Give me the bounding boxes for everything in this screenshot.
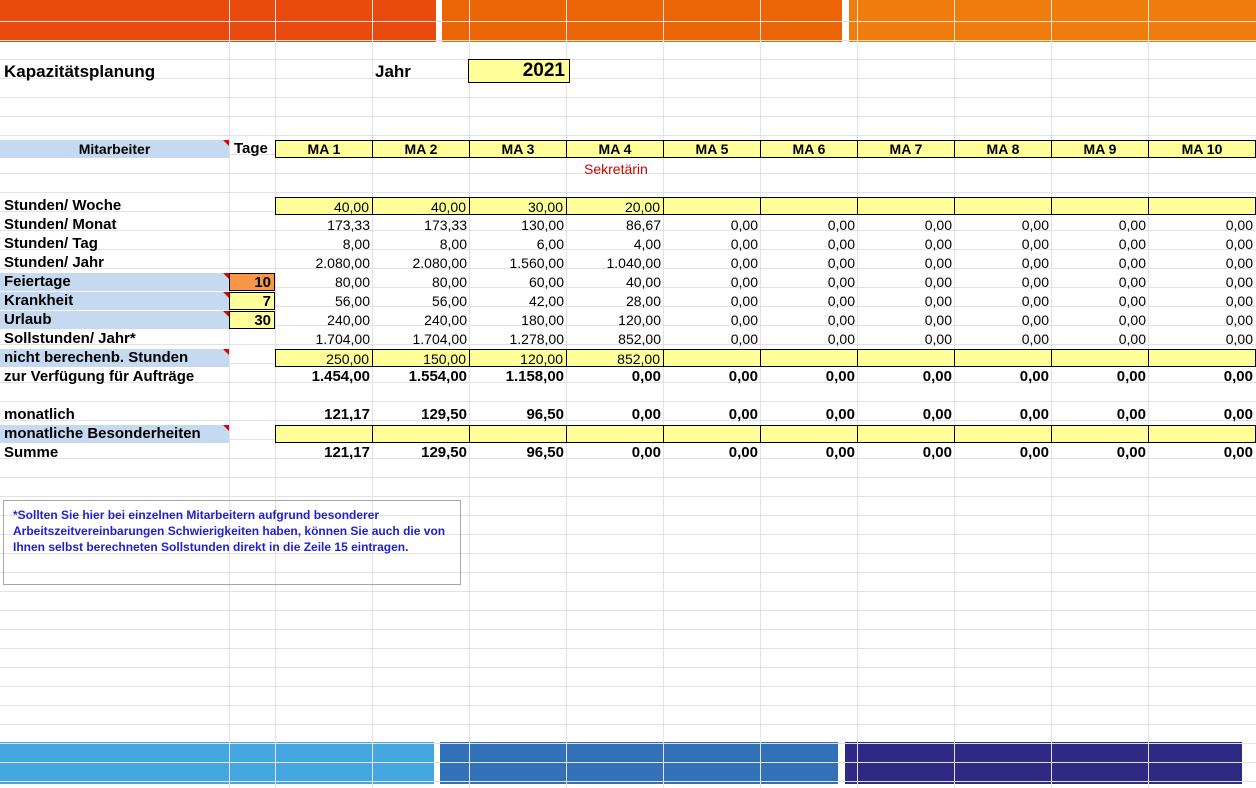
cell-feiertage-ma2: 80,00 <box>431 274 467 290</box>
row-label-feiertage: Feiertage <box>0 273 229 291</box>
bottom-band-3 <box>845 742 1242 784</box>
cell-monat-ma7: 0,00 <box>924 217 952 233</box>
cell-feiertage-ma9: 0,00 <box>1118 274 1146 290</box>
cell-woche-ma3[interactable]: 30,00 <box>469 197 567 215</box>
cell-summe-ma10: 0,00 <box>1223 444 1253 461</box>
page-title: Kapazitätsplanung <box>4 62 156 81</box>
comment-indicator-icon[interactable] <box>223 273 229 279</box>
cell-tag-ma4: 4,00 <box>633 236 661 252</box>
cell-summe-ma2: 129,50 <box>421 444 467 461</box>
row-label-tag: Stunden/ Tag <box>4 235 98 252</box>
cell-summe-ma8: 0,00 <box>1019 444 1049 461</box>
cell-summe-ma5: 0,00 <box>728 444 758 461</box>
row-label-monatlich: monatlich <box>4 406 75 423</box>
cell-verfuegung-ma3: 1.158,00 <box>505 368 564 385</box>
mitarbeiter-header: Mitarbeiter <box>0 140 229 158</box>
secretary-note: Sekretärin <box>584 161 648 177</box>
cell-woche-ma2[interactable]: 40,00 <box>372 197 470 215</box>
cell-besonder-ma4[interactable] <box>566 425 664 443</box>
cell-jahr-ma8: 0,00 <box>1021 255 1049 271</box>
cell-verfuegung-ma9: 0,00 <box>1116 368 1146 385</box>
cell-woche-ma5[interactable] <box>663 197 761 215</box>
cell-tag-ma6: 0,00 <box>827 236 855 252</box>
comment-indicator-icon[interactable] <box>223 349 229 355</box>
cell-besonder-ma9[interactable] <box>1051 425 1149 443</box>
cell-nicht-ma9[interactable] <box>1051 349 1149 367</box>
cell-krankheit-ma5: 0,00 <box>730 293 758 309</box>
cell-monatlich-ma8: 0,00 <box>1019 406 1049 423</box>
cell-nicht-ma10[interactable] <box>1148 349 1256 367</box>
row-label-jahr: Stunden/ Jahr <box>4 254 105 271</box>
cell-feiertage-ma7: 0,00 <box>924 274 952 290</box>
cell-urlaub-ma6: 0,00 <box>827 312 855 328</box>
cell-feiertage-ma3: 60,00 <box>528 274 564 290</box>
days-input-feiertage[interactable]: 10 <box>229 273 275 291</box>
cell-nicht-ma6[interactable] <box>760 349 858 367</box>
cell-soll-ma2: 1.704,00 <box>412 331 467 347</box>
row-label-verfuegung: zur Verfügung für Aufträge <box>4 368 195 385</box>
cell-jahr-ma1: 2.080,00 <box>315 255 370 271</box>
cell-monat-ma1: 173,33 <box>327 217 370 233</box>
cell-verfuegung-ma5: 0,00 <box>728 368 758 385</box>
employee-header-2[interactable]: MA 2 <box>372 140 470 158</box>
cell-krankheit-ma10: 0,00 <box>1225 293 1253 309</box>
cell-jahr-ma6: 0,00 <box>827 255 855 271</box>
cell-besonder-ma6[interactable] <box>760 425 858 443</box>
days-input-krankheit[interactable]: 7 <box>229 292 275 310</box>
cell-feiertage-ma10: 0,00 <box>1225 274 1253 290</box>
cell-monat-ma5: 0,00 <box>730 217 758 233</box>
cell-summe-ma6: 0,00 <box>825 444 855 461</box>
cell-nicht-ma3[interactable]: 120,00 <box>469 349 567 367</box>
cell-urlaub-ma1: 240,00 <box>327 312 370 328</box>
cell-urlaub-ma3: 180,00 <box>521 312 564 328</box>
cell-krankheit-ma3: 42,00 <box>528 293 564 309</box>
cell-jahr-ma7: 0,00 <box>924 255 952 271</box>
cell-krankheit-ma9: 0,00 <box>1118 293 1146 309</box>
cell-tag-ma2: 8,00 <box>439 236 467 252</box>
cell-verfuegung-ma6: 0,00 <box>825 368 855 385</box>
cell-krankheit-ma2: 56,00 <box>431 293 467 309</box>
employee-header-6[interactable]: MA 6 <box>760 140 858 158</box>
employee-header-4[interactable]: MA 4 <box>566 140 664 158</box>
cell-verfuegung-ma2: 1.554,00 <box>408 368 467 385</box>
cell-urlaub-ma4: 120,00 <box>618 312 661 328</box>
comment-indicator-icon[interactable] <box>223 311 229 317</box>
cell-summe-ma1: 121,17 <box>324 444 370 461</box>
row-label-besonder: monatliche Besonderheiten <box>0 425 229 443</box>
cell-besonder-ma8[interactable] <box>954 425 1052 443</box>
cell-monatlich-ma9: 0,00 <box>1116 406 1146 423</box>
cell-woche-ma6[interactable] <box>760 197 858 215</box>
cell-urlaub-ma5: 0,00 <box>730 312 758 328</box>
cell-besonder-ma5[interactable] <box>663 425 761 443</box>
cell-monatlich-ma1: 121,17 <box>324 406 370 423</box>
comment-indicator-icon[interactable] <box>223 140 229 146</box>
row-label-krankheit: Krankheit <box>0 292 229 310</box>
comment-indicator-icon[interactable] <box>223 292 229 298</box>
cell-woche-ma1[interactable]: 40,00 <box>275 197 373 215</box>
cell-krankheit-ma4: 28,00 <box>625 293 661 309</box>
cell-besonder-ma2[interactable] <box>372 425 470 443</box>
cell-monat-ma8: 0,00 <box>1021 217 1049 233</box>
year-input[interactable]: 2021 <box>468 59 570 83</box>
year-label: Jahr <box>375 62 411 81</box>
cell-monat-ma4: 86,67 <box>625 217 661 233</box>
cell-tag-ma1: 8,00 <box>342 236 370 252</box>
cell-jahr-ma5: 0,00 <box>730 255 758 271</box>
cell-feiertage-ma8: 0,00 <box>1021 274 1049 290</box>
cell-monatlich-ma5: 0,00 <box>728 406 758 423</box>
cell-woche-ma4[interactable]: 20,00 <box>566 197 664 215</box>
cell-jahr-ma4: 1.040,00 <box>606 255 661 271</box>
cell-besonder-ma10[interactable] <box>1148 425 1256 443</box>
bottom-band-1 <box>0 742 434 784</box>
cell-tag-ma8: 0,00 <box>1021 236 1049 252</box>
cell-feiertage-ma5: 0,00 <box>730 274 758 290</box>
cell-nicht-ma8[interactable] <box>954 349 1052 367</box>
employee-header-3[interactable]: MA 3 <box>469 140 567 158</box>
cell-soll-ma9: 0,00 <box>1118 331 1146 347</box>
row-label-nicht: nicht berechenb. Stunden <box>0 349 229 367</box>
footnote-box: *Sollten Sie hier bei einzelnen Mitarbeitern aufgrund besonderer Arbeitszeitvereinbarungen Schwierigkeiten haben, können Sie auch die von Ihnen selbst berechneten Sollstunden direkt in die Zeile 15 eintragen. <box>3 500 461 585</box>
cell-krankheit-ma8: 0,00 <box>1021 293 1049 309</box>
employee-header-1[interactable]: MA 1 <box>275 140 373 158</box>
cell-urlaub-ma9: 0,00 <box>1118 312 1146 328</box>
cell-tag-ma3: 6,00 <box>536 236 564 252</box>
cell-krankheit-ma7: 0,00 <box>924 293 952 309</box>
bottom-band-2 <box>440 742 838 784</box>
tage-header: Tage <box>234 140 268 157</box>
cell-summe-ma4: 0,00 <box>631 444 661 461</box>
cell-monat-ma6: 0,00 <box>827 217 855 233</box>
cell-woche-ma8[interactable] <box>954 197 1052 215</box>
row-label-soll: Sollstunden/ Jahr* <box>4 330 136 347</box>
cell-woche-ma10[interactable] <box>1148 197 1256 215</box>
cell-woche-ma7[interactable] <box>857 197 955 215</box>
cell-krankheit-ma1: 56,00 <box>334 293 370 309</box>
employee-header-8[interactable]: MA 8 <box>954 140 1052 158</box>
cell-jahr-ma9: 0,00 <box>1118 255 1146 271</box>
cell-monat-ma10: 0,00 <box>1225 217 1253 233</box>
employee-header-10[interactable]: MA 10 <box>1148 140 1256 158</box>
cell-verfuegung-ma7: 0,00 <box>922 368 952 385</box>
cell-nicht-ma4[interactable]: 852,00 <box>566 349 664 367</box>
cell-nicht-ma1[interactable]: 250,00 <box>275 349 373 367</box>
row-label-summe: Summe <box>4 444 59 461</box>
cell-urlaub-ma2: 240,00 <box>424 312 467 328</box>
cell-summe-ma3: 96,50 <box>526 444 564 461</box>
cell-verfuegung-ma4: 0,00 <box>631 368 661 385</box>
cell-tag-ma7: 0,00 <box>924 236 952 252</box>
cell-soll-ma6: 0,00 <box>827 331 855 347</box>
employee-header-9[interactable]: MA 9 <box>1051 140 1149 158</box>
cell-besonder-ma1[interactable] <box>275 425 373 443</box>
cell-nicht-ma5[interactable] <box>663 349 761 367</box>
cell-verfuegung-ma10: 0,00 <box>1223 368 1253 385</box>
cell-besonder-ma7[interactable] <box>857 425 955 443</box>
cell-jahr-ma3: 1.560,00 <box>509 255 564 271</box>
cell-feiertage-ma1: 80,00 <box>334 274 370 290</box>
employee-header-5[interactable]: MA 5 <box>663 140 761 158</box>
cell-tag-ma9: 0,00 <box>1118 236 1146 252</box>
cell-monatlich-ma7: 0,00 <box>922 406 952 423</box>
cell-tag-ma5: 0,00 <box>730 236 758 252</box>
row-label-monat: Stunden/ Monat <box>4 216 117 233</box>
cell-monat-ma9: 0,00 <box>1118 217 1146 233</box>
cell-soll-ma8: 0,00 <box>1021 331 1049 347</box>
cell-jahr-ma10: 0,00 <box>1225 255 1253 271</box>
cell-summe-ma7: 0,00 <box>922 444 952 461</box>
cell-monatlich-ma2: 129,50 <box>421 406 467 423</box>
comment-indicator-icon[interactable] <box>223 425 229 431</box>
cell-monatlich-ma6: 0,00 <box>825 406 855 423</box>
cell-verfuegung-ma8: 0,00 <box>1019 368 1049 385</box>
cell-soll-ma4: 852,00 <box>618 331 661 347</box>
row-label-urlaub: Urlaub <box>0 311 229 329</box>
cell-soll-ma7: 0,00 <box>924 331 952 347</box>
cell-soll-ma1: 1.704,00 <box>315 331 370 347</box>
cell-monatlich-ma4: 0,00 <box>631 406 661 423</box>
cell-nicht-ma7[interactable] <box>857 349 955 367</box>
cell-monat-ma2: 173,33 <box>424 217 467 233</box>
cell-monatlich-ma3: 96,50 <box>526 406 564 423</box>
cell-summe-ma9: 0,00 <box>1116 444 1146 461</box>
cell-urlaub-ma10: 0,00 <box>1225 312 1253 328</box>
cell-krankheit-ma6: 0,00 <box>827 293 855 309</box>
days-input-urlaub[interactable]: 30 <box>229 311 275 329</box>
cell-nicht-ma2[interactable]: 150,00 <box>372 349 470 367</box>
cell-verfuegung-ma1: 1.454,00 <box>311 368 370 385</box>
cell-tag-ma10: 0,00 <box>1225 236 1253 252</box>
cell-besonder-ma3[interactable] <box>469 425 567 443</box>
cell-soll-ma3: 1.278,00 <box>509 331 564 347</box>
cell-soll-ma10: 0,00 <box>1225 331 1253 347</box>
employee-header-7[interactable]: MA 7 <box>857 140 955 158</box>
cell-urlaub-ma7: 0,00 <box>924 312 952 328</box>
cell-feiertage-ma6: 0,00 <box>827 274 855 290</box>
cell-monat-ma3: 130,00 <box>521 217 564 233</box>
cell-jahr-ma2: 2.080,00 <box>412 255 467 271</box>
cell-woche-ma9[interactable] <box>1051 197 1149 215</box>
cell-feiertage-ma4: 40,00 <box>625 274 661 290</box>
row-label-woche: Stunden/ Woche <box>4 197 122 214</box>
cell-soll-ma5: 0,00 <box>730 331 758 347</box>
cell-monatlich-ma10: 0,00 <box>1223 406 1253 423</box>
cell-urlaub-ma8: 0,00 <box>1021 312 1049 328</box>
